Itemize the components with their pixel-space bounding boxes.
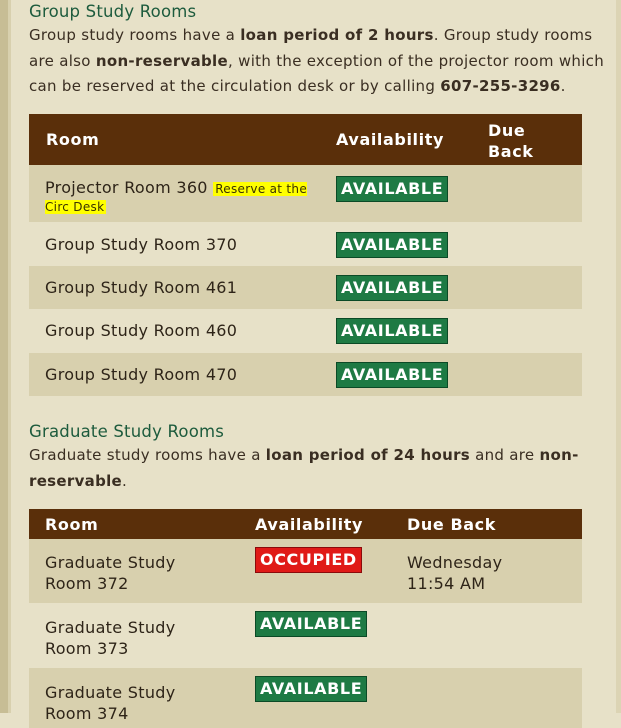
graduate-rooms-heading: Graduate Study Rooms	[29, 422, 225, 441]
intro-text: . Group study rooms are also	[29, 26, 593, 70]
status-badge: OCCUPIED	[255, 547, 362, 573]
intro-text: Group study rooms have a	[29, 26, 241, 44]
due-back	[407, 552, 502, 594]
room-name: Group Study Room 460	[45, 321, 238, 340]
status-badge: AVAILABLE	[336, 318, 448, 344]
group-rooms-intro	[29, 23, 617, 100]
room-name	[45, 179, 315, 215]
intro-bold: non-reservable	[29, 446, 579, 490]
intro-bold: loan period of 2 hours	[240, 26, 434, 44]
group-rooms-table	[29, 114, 582, 396]
table-row	[29, 668, 582, 728]
status-badge: AVAILABLE	[336, 362, 448, 388]
status-badge: AVAILABLE	[255, 611, 367, 637]
column-header-due-back: Due Back	[407, 515, 497, 534]
intro-text: .	[122, 471, 128, 490]
room-name-line-2: Room 373	[45, 639, 129, 658]
room-name	[45, 617, 175, 659]
status-badge: AVAILABLE	[336, 232, 448, 258]
table-row	[29, 222, 582, 266]
intro-text: and are	[470, 446, 540, 464]
table-row	[29, 539, 582, 603]
table-row	[29, 353, 582, 396]
column-header-room: Room	[45, 515, 99, 534]
room-name-line-2: Room 374	[45, 704, 129, 723]
room-name-line-1: Graduate Study	[45, 618, 176, 637]
room-name-line-2: Room 372	[45, 574, 129, 593]
table-row	[29, 603, 582, 668]
room-name	[45, 552, 175, 594]
intro-bold: loan period of 24 hours	[265, 446, 471, 464]
room-label: Projector Room 360	[45, 178, 208, 197]
right-border	[616, 0, 621, 713]
column-header-due-back	[488, 120, 534, 162]
table-header	[29, 114, 582, 165]
due-back-line-1: Due	[488, 121, 526, 140]
intro-bold: non-reservable	[95, 51, 228, 70]
group-rooms-heading: Group Study Rooms	[29, 2, 197, 21]
left-border	[0, 0, 11, 713]
graduate-rooms-table	[29, 509, 582, 728]
phone-number: 607-255-3296	[440, 77, 561, 95]
intro-text: .	[560, 77, 566, 95]
intro-text: , with the exception of the projector room which can be reserved at the circulation desk or by calling	[29, 51, 605, 95]
room-name-line-1: Graduate Study	[45, 683, 176, 702]
reserve-note: Reserve at the Circ Desk	[45, 182, 308, 214]
room-name: Group Study Room 470	[45, 365, 238, 384]
status-badge: AVAILABLE	[336, 176, 448, 202]
status-badge: AVAILABLE	[336, 275, 448, 301]
due-back-time: 11:54 AM	[407, 574, 486, 593]
table-row	[29, 309, 582, 353]
column-header-availability: Availability	[255, 515, 363, 534]
room-name	[45, 682, 175, 724]
column-header-availability: Availability	[336, 130, 444, 149]
table-row	[29, 266, 582, 309]
due-back-line-2: Back	[488, 142, 534, 161]
status-badge: AVAILABLE	[255, 676, 367, 702]
room-name-line-1: Graduate Study	[45, 553, 176, 572]
intro-text: Graduate study rooms have a	[29, 446, 266, 464]
column-header-room: Room	[46, 130, 100, 149]
room-name: Group Study Room 461	[45, 278, 238, 297]
graduate-rooms-intro	[29, 443, 589, 494]
table-row	[29, 165, 582, 222]
table-header	[29, 509, 582, 539]
due-back-day: Wednesday	[407, 553, 503, 572]
room-name: Group Study Room 370	[45, 235, 238, 254]
